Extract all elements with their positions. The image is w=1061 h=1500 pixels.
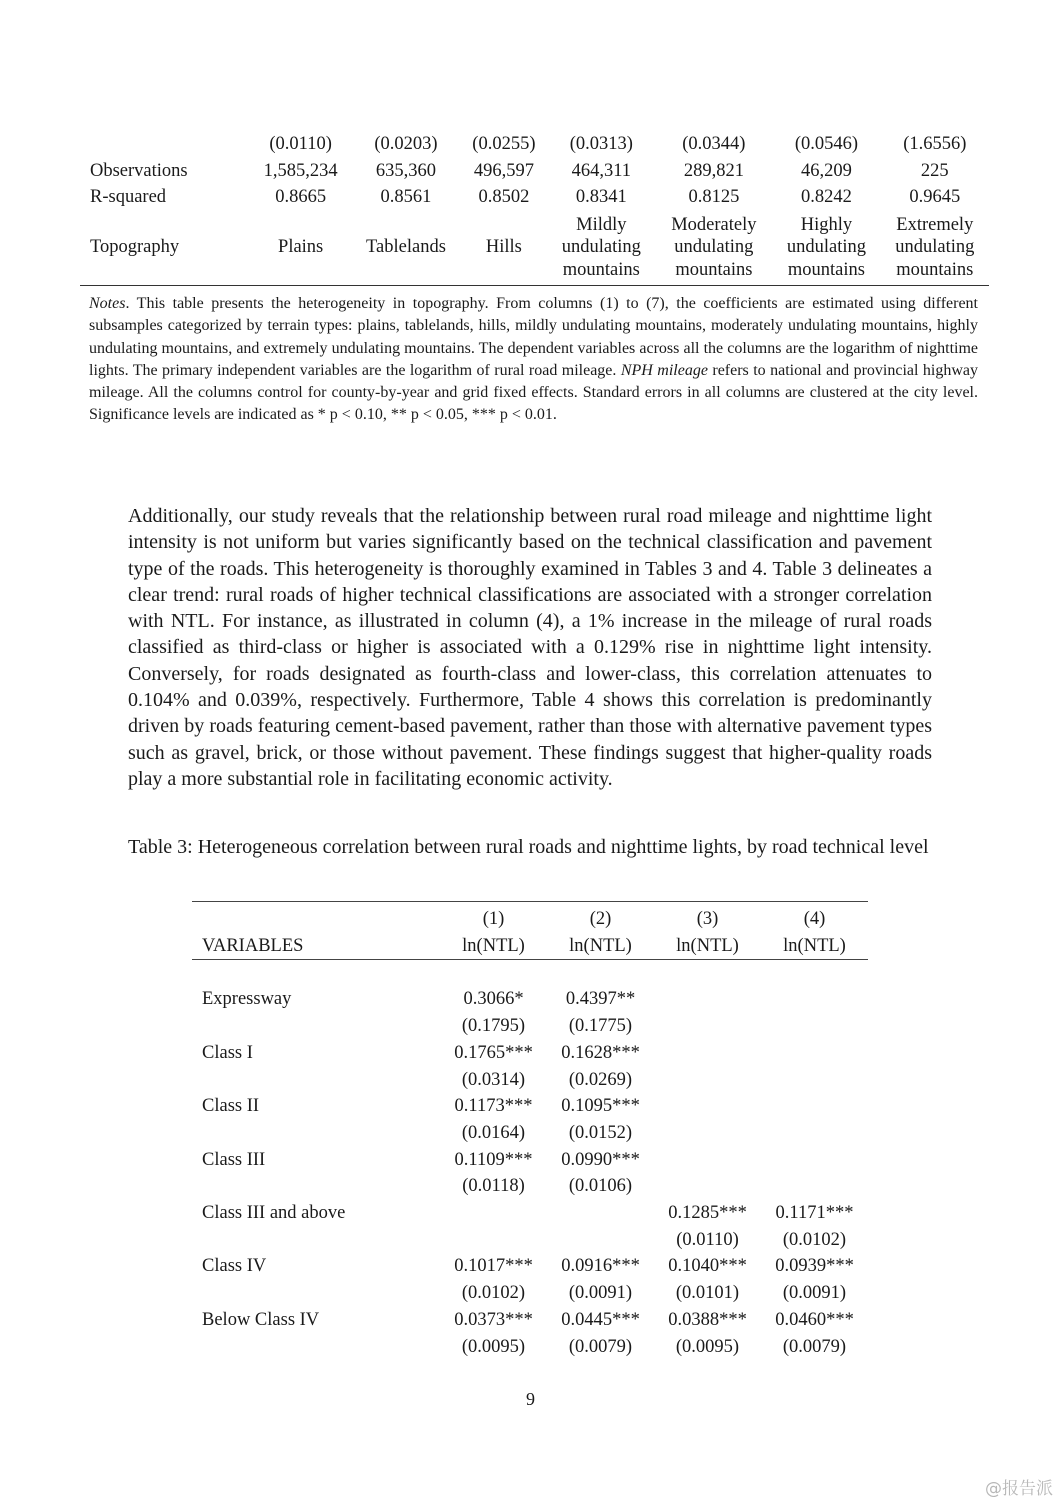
topography-line: Hills — [485, 237, 522, 257]
cell: 0.8665 — [275, 187, 327, 207]
dep-var: ln(NTL) — [547, 933, 654, 960]
topography-cell — [250, 211, 351, 286]
coef-cell: 0.1017*** — [454, 1256, 533, 1277]
table3-dep-vars-row — [192, 933, 868, 960]
row-label: Class IV — [202, 1256, 267, 1277]
table3 — [192, 901, 868, 1360]
topography-line: mountains — [675, 259, 753, 280]
row-label: Below Class IV — [202, 1309, 320, 1330]
cell: 289,821 — [683, 160, 744, 181]
table3-col-numbers-row — [192, 902, 868, 933]
se-cell: (0.0091) — [568, 1283, 633, 1304]
se-cell — [547, 1227, 654, 1254]
coef-cell: 0.0990*** — [561, 1149, 640, 1170]
table-row-se — [192, 1067, 868, 1094]
se-cell — [761, 1013, 868, 1040]
topography-line: mountains — [896, 259, 974, 280]
table2-observations-row — [80, 158, 989, 185]
se-cell: (0.0095) — [675, 1336, 740, 1357]
watermark: @报告派 — [985, 1479, 1053, 1499]
coef-cell: 0.0460*** — [775, 1309, 854, 1330]
topography-cell — [656, 211, 773, 286]
cell: (0.0344) — [682, 134, 746, 154]
header-blank — [192, 902, 440, 933]
se-cell — [654, 1173, 761, 1200]
dep-var: ln(NTL) — [761, 933, 868, 960]
table-row-coef — [192, 1200, 868, 1227]
table-row-se — [192, 1280, 868, 1307]
coef-cell — [761, 1093, 868, 1120]
cell: 225 — [920, 160, 949, 181]
table-row-se — [192, 1334, 868, 1361]
cell: (0.0203) — [374, 134, 438, 154]
cell: (1.6556) — [903, 134, 967, 154]
row-label: Topography — [80, 211, 250, 286]
topography-line: Tablelands — [366, 237, 446, 257]
cell: 0.8341 — [575, 187, 627, 207]
notes-italic-term: NPH mileage — [620, 361, 708, 379]
cell: 496,597 — [473, 160, 534, 181]
coef-cell: 0.1109*** — [454, 1149, 533, 1170]
cell: 0.8502 — [478, 187, 530, 207]
cell: (0.0110) — [269, 134, 332, 154]
table2-r-squared-row — [80, 184, 989, 211]
col-number: (3) — [654, 902, 761, 933]
table-row-se — [192, 1120, 868, 1147]
table3-grid — [192, 901, 868, 1360]
se-cell: (0.1795) — [461, 1016, 526, 1037]
table2-tail — [80, 131, 989, 286]
cell: 635,360 — [375, 160, 437, 181]
coef-cell — [761, 1147, 868, 1174]
cell: 0.8242 — [800, 187, 852, 207]
cell: 0.8125 — [688, 187, 740, 207]
topography-line: mountains — [787, 259, 865, 280]
col-number: (4) — [761, 902, 868, 933]
table2-notes — [89, 293, 978, 427]
coef-cell: 0.0373*** — [454, 1309, 533, 1330]
topography-cell — [351, 211, 460, 286]
coef-cell — [654, 1040, 761, 1067]
table-row-coef — [192, 1093, 868, 1120]
se-cell — [761, 1067, 868, 1094]
coef-cell: 0.1040*** — [668, 1256, 747, 1277]
row-label-blank — [192, 1067, 440, 1094]
row-label-blank — [192, 1227, 440, 1254]
dep-var: ln(NTL) — [654, 933, 761, 960]
topography-cell — [881, 211, 989, 286]
se-cell — [761, 1120, 868, 1147]
topography-line: undulating — [895, 237, 975, 257]
coef-cell — [440, 1200, 547, 1227]
row-label: Expressway — [202, 989, 292, 1010]
se-cell — [654, 1067, 761, 1094]
row-label: Class III and above — [202, 1203, 346, 1224]
se-cell: (0.0106) — [568, 1176, 633, 1197]
cell: (0.0255) — [472, 134, 536, 154]
se-cell: (0.0091) — [782, 1283, 847, 1304]
topography-line: undulating — [674, 237, 754, 257]
topography-line: Mildly — [576, 214, 627, 235]
table2-se-row — [80, 131, 989, 158]
se-cell: (0.1775) — [568, 1016, 633, 1037]
row-label — [80, 131, 250, 158]
topography-line: mountains — [562, 259, 640, 280]
coef-cell: 0.1173*** — [454, 1096, 533, 1117]
coef-cell: 0.0388*** — [668, 1309, 747, 1330]
se-cell — [440, 1227, 547, 1254]
table2 — [80, 131, 989, 286]
se-cell: (0.0118) — [462, 1176, 525, 1197]
table-row-coef — [192, 1253, 868, 1280]
row-label-blank — [192, 1120, 440, 1147]
notes-text-2: refers to national and provincial highway mileage. All the columns control for county-by-year and grid fixed effects. Standard errors in all columns are clustered at the city level. Significance levels are indicated as * p < 0.10, ** p < 0.05, *** p < 0.01. — [89, 361, 979, 424]
coef-cell: 0.1171*** — [775, 1203, 854, 1224]
se-cell: (0.0164) — [461, 1122, 526, 1143]
notes-text-1: . This table presents the heterogeneity in topography. From columns (1) to (7), the coefficients are estimated using different subsamples categorized by terrain types: plains, tablelands, hills, mildly undulating mountains, moderately undulating mountains, highly undulating mountains, and extremely undulating mountains. The dependent variables across all the columns are the logarithm of nighttime lights. The primary independent variables are the logarithm of rural road mileage. — [89, 295, 978, 379]
coef-cell: 0.0939*** — [775, 1256, 854, 1277]
cell: 464,311 — [571, 160, 632, 181]
row-label: Class III — [202, 1149, 266, 1170]
cell: (0.0546) — [794, 134, 859, 154]
table-row-coef — [192, 1147, 868, 1174]
coef-cell: 0.4397** — [565, 989, 636, 1010]
row-label: Class I — [202, 1042, 253, 1063]
coef-cell: 0.0445*** — [561, 1309, 640, 1330]
se-cell: (0.0079) — [782, 1336, 847, 1357]
se-cell: (0.0152) — [568, 1122, 633, 1143]
cell: 1,585,234 — [263, 160, 338, 181]
table-row-se — [192, 1227, 868, 1254]
table-row-coef — [192, 986, 868, 1013]
se-cell: (0.0314) — [461, 1069, 526, 1090]
row-label-blank — [192, 1173, 440, 1200]
coef-cell: 0.1765*** — [454, 1042, 533, 1063]
coef-cell: 0.1095*** — [561, 1096, 640, 1117]
table-row-se — [192, 1173, 868, 1200]
body-paragraph: Additionally, our study reveals that the relationship between rural road mileage and nighttime light intensity is not uniform but varies significantly based on the technical classification and pavement type of the roads. This heterogeneity is thoroughly examined in Tables 3 and 4. Table 3 delineates a clear trend: rural roads of higher technical classifications are associated with a stronger correlation with NTL. For instance, as illustrated in column (4), a 1% increase in the mileage of rural roads classified as third-class or higher is associated with a 0.129% rise in nighttime light intensity. Conversely, for roads designated as fourth-class and lower-class, this correlation attenuates to 0.104% and 0.039%, respectively. Furthermore, Table 4 shows this correlation is predominantly driven by roads featuring cement-based pavement, rather than those with alternative pavement types such as gravel, brick, or those without pavement. These findings suggest that higher-quality roads play a more substantial role in facilitating economic activity. — [128, 505, 932, 790]
se-cell — [654, 1120, 761, 1147]
dep-var: ln(NTL) — [440, 933, 547, 960]
topography-line: Highly — [800, 214, 853, 235]
coef-cell — [547, 1200, 654, 1227]
row-label: R-squared — [90, 187, 167, 207]
coef-cell: 0.3066* — [463, 989, 524, 1010]
spacer-row — [192, 960, 868, 987]
topography-line: Moderately — [671, 214, 757, 235]
coef-cell — [654, 1093, 761, 1120]
topography-line: Extremely — [896, 214, 974, 235]
notes-lead: Notes — [89, 295, 126, 312]
row-label-blank — [192, 1280, 440, 1307]
page-number: 9 — [526, 1389, 535, 1409]
coef-cell — [654, 1147, 761, 1174]
se-cell: (0.0102) — [782, 1229, 847, 1250]
cell: (0.0313) — [569, 134, 633, 154]
variables-label: VARIABLES — [192, 933, 440, 960]
cell: 0.9645 — [909, 187, 961, 207]
cell: 46,209 — [800, 160, 852, 181]
table-row-coef — [192, 1307, 868, 1334]
topography-cell — [547, 211, 655, 286]
table2-topography-row — [80, 211, 989, 286]
se-cell: (0.0079) — [568, 1336, 633, 1357]
row-label: Observations — [90, 160, 188, 181]
se-cell: (0.0101) — [675, 1283, 740, 1304]
topography-line: undulating — [786, 237, 866, 257]
coef-cell: 0.1285*** — [668, 1203, 747, 1224]
se-cell: (0.0102) — [461, 1283, 526, 1304]
topography-line: undulating — [561, 237, 641, 257]
coef-cell: 0.0916*** — [561, 1256, 640, 1277]
coef-cell — [761, 986, 868, 1013]
cell: 0.8561 — [380, 187, 432, 207]
se-cell — [654, 1013, 761, 1040]
coef-cell — [761, 1040, 868, 1067]
se-cell — [761, 1173, 868, 1200]
row-label-blank — [192, 1334, 440, 1361]
topography-cell — [461, 211, 548, 286]
col-number: (1) — [440, 902, 547, 933]
coef-cell: 0.1628*** — [561, 1042, 640, 1063]
coef-cell — [654, 986, 761, 1013]
se-cell: (0.0269) — [568, 1069, 633, 1090]
row-label-blank — [192, 1013, 440, 1040]
table-row-se — [192, 1013, 868, 1040]
table3-caption: Table 3: Heterogeneous correlation between rural roads and nighttime lights, by road technical level — [128, 836, 929, 858]
table-row-coef — [192, 1040, 868, 1067]
col-number: (2) — [547, 902, 654, 933]
topography-cell — [772, 211, 880, 286]
topography-line: Plains — [278, 237, 324, 257]
se-cell: (0.0095) — [461, 1336, 526, 1357]
row-label: Class II — [202, 1096, 260, 1117]
se-cell: (0.0110) — [676, 1229, 739, 1250]
